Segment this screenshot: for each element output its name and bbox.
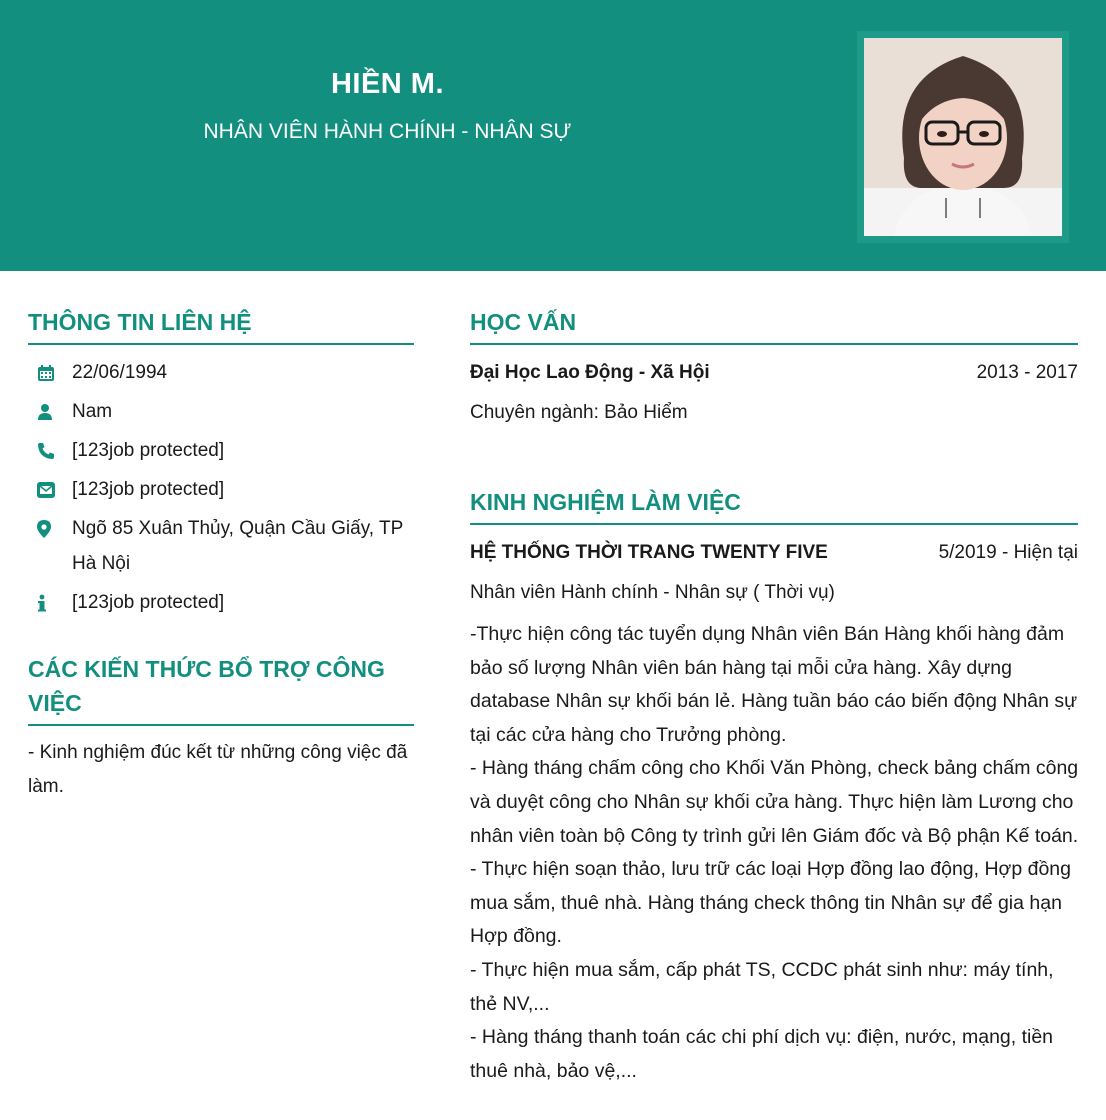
experience-period: 5/2019 - Hiện tại (938, 542, 1078, 563)
candidate-name: HIỀN M. (330, 68, 445, 100)
experience-duty: - Thực hiện soạn thảo, lưu trữ các loại Hợp đồng lao động, Hợp đồng mua sắm, thuê nhà. Hàng tháng check thông tin Nhân sự để gia hạn Hợp đồng. (470, 858, 1071, 948)
contact-gender (28, 394, 428, 429)
contact-list (28, 355, 428, 624)
experience-duty: - Hàng tháng chấm công cho Khối Văn Phòng, check bảng chấm công và duyệt công cho Nhân sự khối cửa hàng. Thực hiện làm Lương cho nhân viên toàn bộ Công ty trình gửi lên Giám đốc và Bộ phận Kế toán. (470, 757, 1079, 847)
user-icon (28, 394, 72, 429)
experience-duty: - Thực hiện mua sắm, cấp phát TS, CCDC phát sinh như: máy tính, thẻ NV,... (470, 958, 1054, 1015)
contact-birthdate (28, 355, 428, 390)
contact-email-text: [123job protected] (72, 479, 225, 500)
location-pin-icon (28, 511, 72, 546)
contact-phone-text: [123job protected] (72, 440, 225, 461)
education-major: Chuyên ngành: Bảo Hiểm (470, 402, 688, 423)
education-school: Đại Học Lao Động - Xã Hội (470, 362, 710, 383)
support-knowledge-text: - Kinh nghiệm đúc kết từ những công việc đã làm. (28, 742, 408, 797)
contact-address (28, 511, 428, 581)
experience-description (470, 618, 1082, 1088)
calendar-icon (28, 355, 72, 390)
phone-icon (28, 433, 72, 468)
contact-other (28, 585, 428, 620)
info-icon (28, 585, 72, 620)
education-heading: HỌC VẤN (470, 305, 1078, 345)
contact-email (28, 472, 428, 507)
contact-phone (28, 433, 428, 468)
support-knowledge-heading: CÁC KIẾN THỨC BỔ TRỢ CÔNG VIỆC (28, 652, 414, 726)
experience-duty: -Thực hiện công tác tuyển dụng Nhân viên Bán Hàng khối hàng đảm bảo số lượng Nhân viên bán hàng tại mỗi cửa hàng. Xây dựng database Nhân sự khối bán lẻ. Hàng tuần báo cáo biến động Nhân sự tại các cửa hàng cho Trưởng phòng. (470, 623, 1078, 746)
envelope-icon (28, 472, 72, 507)
experience-duty: - Hàng tháng thanh toán các chi phí dịch vụ: điện, nước, mạng, tiền thuê nhà, bảo vệ,... (470, 1026, 1054, 1082)
contact-address-text: Ngõ 85 Xuân Thủy, Quận Cầu Giấy, TP Hà Nội (72, 518, 403, 574)
experience-role: Nhân viên Hành chính - Nhân sự ( Thời vụ) (470, 582, 835, 603)
education-period: 2013 - 2017 (976, 362, 1078, 383)
education-entry (470, 356, 1078, 390)
contact-heading: THÔNG TIN LIÊN HỆ (28, 305, 414, 345)
candidate-title: NHÂN VIÊN HÀNH CHÍNH - NHÂN SỰ (203, 120, 572, 143)
contact-other-text: [123job protected] (72, 592, 225, 613)
contact-gender-text: Nam (72, 401, 113, 422)
header-banner (0, 0, 1106, 271)
experience-heading: KINH NGHIỆM LÀM VIỆC (470, 485, 1078, 525)
profile-photo (857, 31, 1069, 243)
experience-entry (470, 536, 1078, 570)
experience-company: HỆ THỐNG THỜI TRANG TWENTY FIVE (470, 542, 828, 563)
contact-birthdate-text: 22/06/1994 (72, 362, 168, 383)
